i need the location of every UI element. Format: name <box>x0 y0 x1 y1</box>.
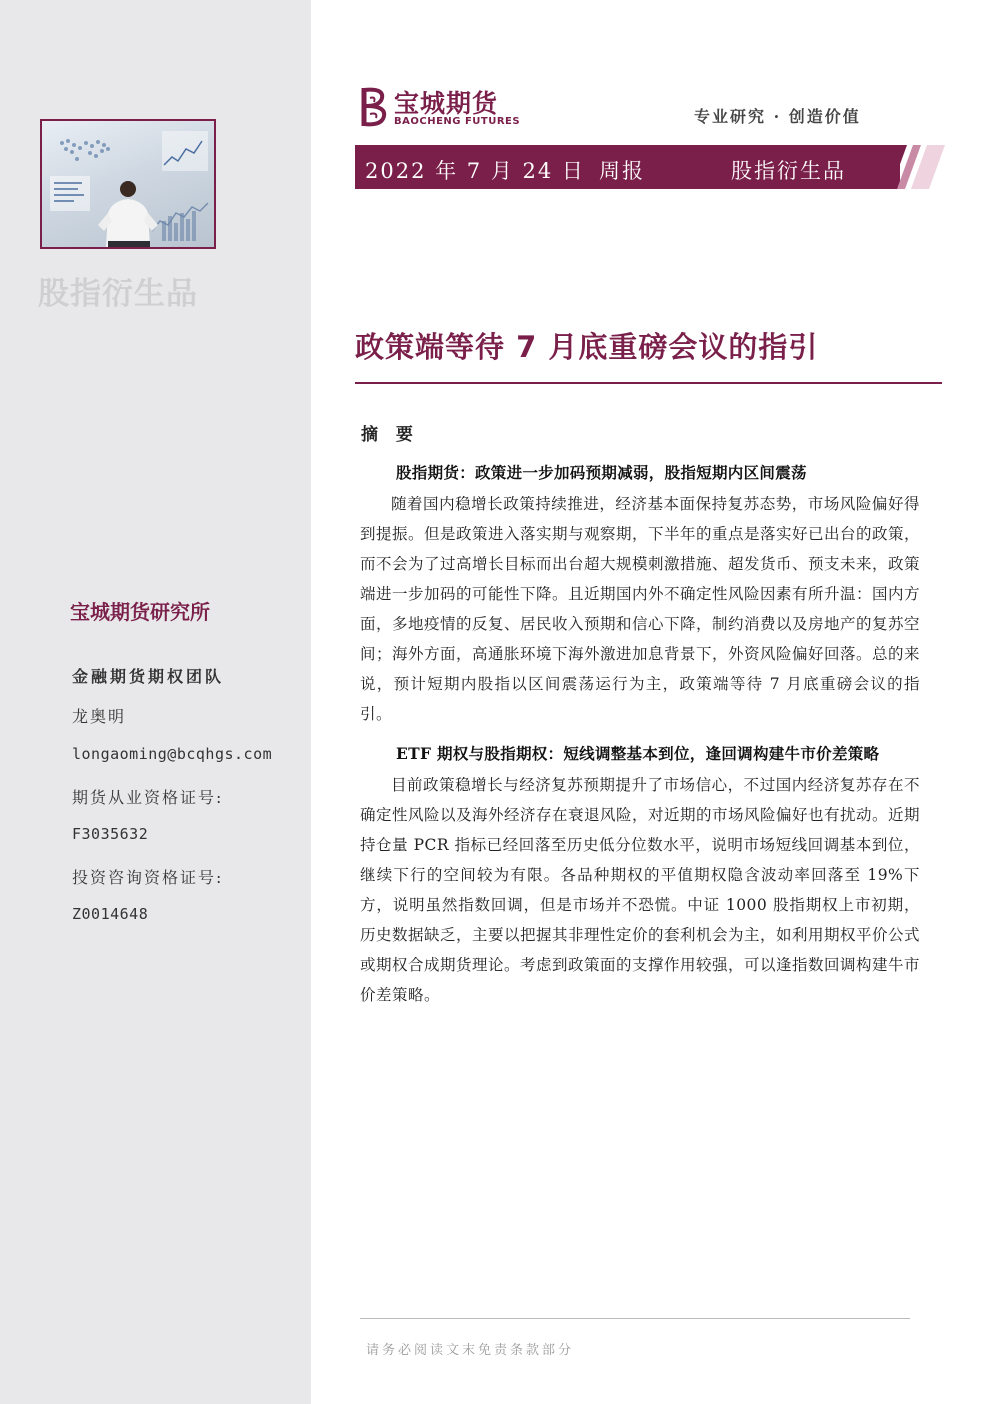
analyst-email[interactable]: longaoming@bcqhgs.com <box>72 745 273 763</box>
date-banner <box>355 145 900 189</box>
report-date: 2022 年 7 月 24 日 <box>365 159 585 183</box>
section-body-futures: 随着国内稳增长政策持续推进，经济基本面保持复苏态势，市场风险偏好得到提振。但是政策进入落实期与观察期，下半年的重点是落实好已出台的政策，而不会为了过高增长目标而出台超大规模刺激措施、超发货币、预支未来，政策端进一步加码的可能性下降。且近期国内外不确定性风险因素有所升温：国内方面，多地疫情的反复、居民收入预期和信心下降，制约消费以及房地产的复苏空间；海外方面，高通胀环境下海外激进加息背景下，外资风险偏好回落。总的来说，预计短期内股指以区间震荡运行为主，政策端等待 7 月底重磅会议的指引。 <box>360 495 921 723</box>
banner-category: 股指衍生品 <box>731 159 846 183</box>
section-body-options: 目前政策稳增长与经济复苏预期提升了市场信心，不过国内经济复苏存在不确定性风险以及海外经济存在衰退风险，对近期的市场风险偏好也有扰动。近期持仓量 PCR 指标已经回落至历史低分位数水平，说明市场短线回调基本到位，继续下行的空间较为有限。各品种期权的平值期权隐含波动率回落至 19%下方，说明虽然指数回调，但是市场并不恐慌。中证 1000 股指期权上市初期，历史数据缺乏，主要以把握其非理性定价的套利机会为主，如利用期权平价公式或期权合成期货理论。考虑到政策面的支撑作用较强，可以逢指数回调构建牛市价差策略。 <box>360 776 921 1004</box>
futures-cert-label: 期货从业资格证号: <box>72 788 224 807</box>
sidebar-category: 股指衍生品 <box>38 276 198 312</box>
slogan: 专业研究 · 创造价值 <box>694 107 861 126</box>
analyst-name: 龙奥明 <box>72 707 127 726</box>
report-title: 政策端等待 7 月底重磅会议的指引 <box>355 330 819 364</box>
company-logo <box>356 84 526 132</box>
abstract-content <box>360 460 920 1022</box>
sidebar <box>0 0 311 1404</box>
institute-name: 宝城期货研究所 <box>70 600 210 624</box>
section-heading-futures: 股指期货：政策进一步加码预期减弱，股指短期内区间震荡 <box>396 463 807 482</box>
logo-chinese: 宝城期货 <box>394 89 499 118</box>
advisory-cert-number: Z0014648 <box>72 905 149 923</box>
title-divider <box>355 382 942 384</box>
futures-cert-number: F3035632 <box>72 825 149 843</box>
cover-image <box>40 119 216 249</box>
section-heading-options: ETF 期权与股指期权：短线调整基本到位，逢回调构建牛市价差策略 <box>396 744 880 763</box>
report-type: 周报 <box>599 159 645 183</box>
team-name: 金融期货期权团队 <box>72 667 225 686</box>
logo-english: BAOCHENG FUTURES <box>394 116 521 127</box>
banner-stripes-icon <box>855 145 945 189</box>
footer-disclaimer[interactable]: 请务必阅读文末免责条款部分 <box>366 1343 575 1358</box>
advisory-cert-label: 投资咨询资格证号: <box>72 868 224 887</box>
abstract-label: 摘 要 <box>361 425 419 445</box>
logo-mark-icon <box>356 84 390 130</box>
footer-divider <box>360 1318 910 1319</box>
